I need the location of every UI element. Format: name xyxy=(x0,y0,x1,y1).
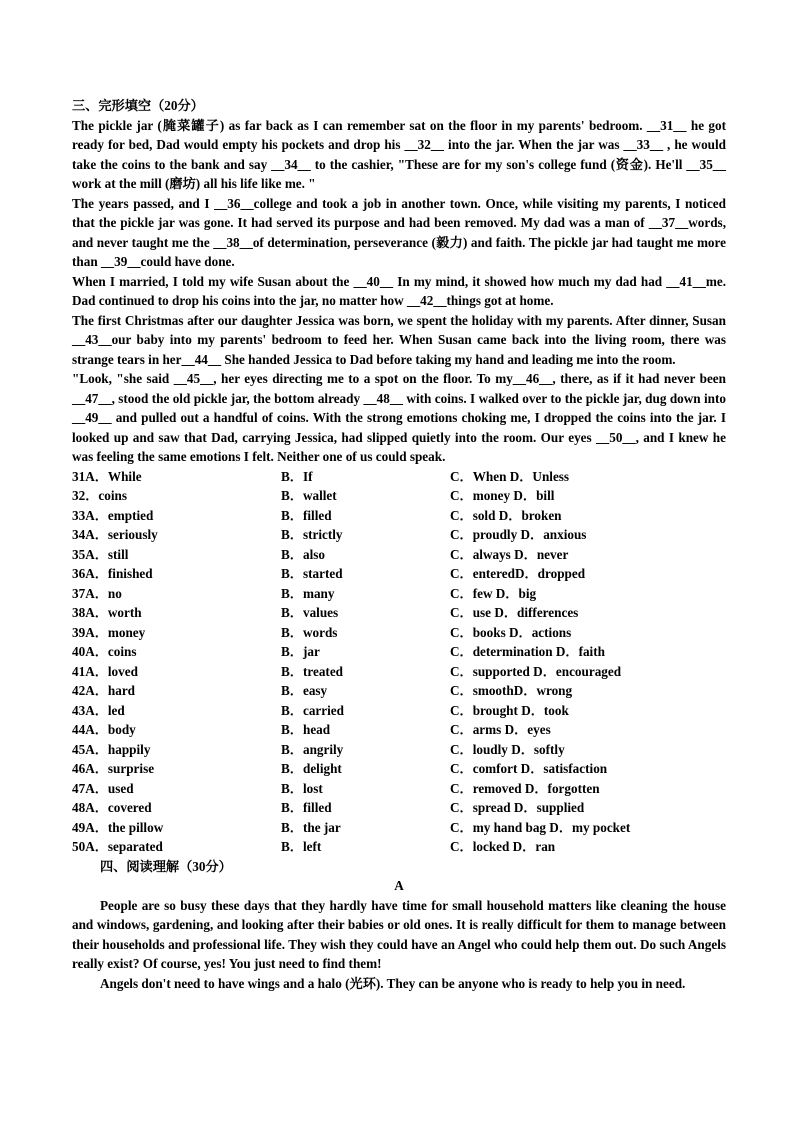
option-cd: C．arms D．eyes xyxy=(450,722,551,737)
option-cd: C．sold D．broken xyxy=(450,507,562,523)
option-a: 41A．loved xyxy=(72,663,138,679)
option-a: 35A．still xyxy=(72,546,129,562)
option-a: 43A．led xyxy=(72,702,125,718)
option-a: 44A．body xyxy=(72,722,136,737)
option-row xyxy=(72,701,726,721)
option-row xyxy=(72,545,726,565)
option-row xyxy=(72,681,726,701)
option-row xyxy=(72,506,726,526)
option-b: B．wallet xyxy=(281,488,337,503)
option-cd: C．spread D．supplied xyxy=(450,800,585,815)
option-row xyxy=(72,603,726,623)
option-cd: C．When D．Unless xyxy=(450,468,570,484)
reading-paragraph: People are so busy these days that they hardly have time for small household matters like cleaning the house and windows, gardening, and looking after their babies or old ones. It is really difficult for them to manage between their households and professional life. They wish they could have an Angel who could help them out. Do such Angels really exist? Of course, yes! You just need to find them! xyxy=(72,897,726,971)
option-a: 42A．hard xyxy=(72,683,136,698)
cloze-options-list xyxy=(72,467,726,857)
option-row xyxy=(72,759,726,779)
option-a: 34A．seriously xyxy=(72,527,158,542)
option-b: B．started xyxy=(281,566,343,581)
option-cd: C．my hand bag D．my pocket xyxy=(450,819,631,835)
reading-paragraph: Angels don't need to have wings and a halo (光环). They can be anyone who is ready to help you in need. xyxy=(100,975,686,991)
option-row xyxy=(72,798,726,818)
passage-label: A xyxy=(394,878,404,893)
option-cd: C．loudly D．softly xyxy=(450,741,565,757)
option-row xyxy=(72,584,726,604)
cloze-paragraph: The years passed, and I __36__college and took a job in another town. Once, while visiting my parents, I noticed that the pickle jar was gone. It had served its purpose and had been removed. My dad was a man of __37__words, and never taught me the __38__of determination, perseverance (毅力) and faith. The pickle jar had taught me more than __39__could have done. xyxy=(72,195,726,269)
option-a: 47A．used xyxy=(72,780,134,796)
option-row xyxy=(72,486,726,506)
cloze-section-heading: 三、完形填空（20分） xyxy=(72,98,204,113)
option-row xyxy=(72,740,726,760)
option-b: B．also xyxy=(281,546,325,562)
option-b: B．filled xyxy=(281,507,332,523)
option-row xyxy=(72,642,726,662)
document-page xyxy=(72,96,726,993)
option-a: 45A．happily xyxy=(72,741,151,757)
option-cd: C．determination D．faith xyxy=(450,644,605,659)
option-b: B．head xyxy=(281,722,331,737)
cloze-paragraph: "Look, "she said __45__, her eyes directing me to a spot on the floor. To my__46__, there, as if it had never been __47__, stood the old pickle jar, the bottom already __48__ with coins. I walked over to the pickle jar, dug down into __49__ and pulled out a handful of coins. With the strong emotions choking me, I dropped the coins into the jar. I looked up and saw that Dad, carrying Jessica, had slipped quietly into the room. Our eyes __50__, and I knew he was feeling the same emotions I felt. Neither one of us could speak. xyxy=(72,371,726,464)
option-cd: C．smoothD．wrong xyxy=(450,683,573,698)
option-row xyxy=(72,662,726,682)
option-cd: C．enteredD．dropped xyxy=(450,566,586,581)
option-b: B．lost xyxy=(281,780,323,796)
option-row xyxy=(72,525,726,545)
option-cd: C．use D．differences xyxy=(450,605,579,620)
option-row xyxy=(72,779,726,799)
cloze-paragraph: When I married, I told my wife Susan about the __40__ In my mind, it showed how much my dad had __41__me. Dad continued to drop his coins into the jar, no matter how __42__things got at home. xyxy=(72,273,726,308)
option-a: 38A．worth xyxy=(72,605,142,620)
option-cd: C．always D．never xyxy=(450,546,569,562)
reading-section-heading: 四、阅读理解（30分） xyxy=(100,858,232,874)
option-row xyxy=(72,818,726,838)
option-b: B．strictly xyxy=(281,527,343,542)
option-a: 40A．coins xyxy=(72,644,137,659)
option-a: 50A．separated xyxy=(72,839,163,854)
option-b: B．carried xyxy=(281,702,344,718)
option-cd: C．comfort D．satisfaction xyxy=(450,761,608,776)
option-b: B．If xyxy=(281,468,313,484)
option-row xyxy=(72,720,726,740)
option-b: B．easy xyxy=(281,683,328,698)
option-b: B．treated xyxy=(281,663,344,679)
option-cd: C．removed D．forgotten xyxy=(450,780,600,796)
option-a: 39A．money xyxy=(72,624,146,640)
option-cd: C．proudly D．anxious xyxy=(450,527,587,542)
option-row xyxy=(72,837,726,857)
option-row xyxy=(72,467,726,487)
option-b: B．left xyxy=(281,839,322,854)
option-b: B．filled xyxy=(281,800,332,815)
option-a: 37A．no xyxy=(72,585,122,601)
option-cd: C．books D．actions xyxy=(450,624,572,640)
option-row xyxy=(72,564,726,584)
option-a: 48A．covered xyxy=(72,800,152,815)
option-a: 32．coins xyxy=(72,488,127,503)
option-b: B．delight xyxy=(281,761,342,776)
option-cd: C．money D．bill xyxy=(450,488,555,503)
option-cd: C．supported D．encouraged xyxy=(450,663,622,679)
option-a: 31A．While xyxy=(72,468,142,484)
option-row xyxy=(72,623,726,643)
cloze-paragraph: The first Christmas after our daughter Jessica was born, we spent the holiday with my parents. After dinner, Susan __43__our baby into my parents' bedroom to feed her. When Susan came back into the living room, there was strange tears in her__44__ She handed Jessica to Dad before taking my hand and leading me into the room. xyxy=(72,312,726,367)
option-b: B．the jar xyxy=(281,819,341,835)
option-b: B．angrily xyxy=(281,741,344,757)
option-cd: C．few D．big xyxy=(450,585,537,601)
option-cd: C．locked D．ran xyxy=(450,839,556,854)
option-a: 49A．the pillow xyxy=(72,819,164,835)
option-b: B．jar xyxy=(281,644,320,659)
option-b: B．values xyxy=(281,605,339,620)
option-a: 36A．finished xyxy=(72,566,153,581)
option-b: B．many xyxy=(281,585,335,601)
cloze-paragraph: The pickle jar (腌菜罐子) as far back as I can remember sat on the floor in my parents' bedroom. __31__ he got ready for bed, Dad would empty his pockets and drop his __32__ into the jar. When the jar was __33__ , he would take the coins to the bank and say __34__ to the cashier, "These are for my son's college fund (资金). He'll __35__ work at the mill (磨坊) all his life like me. " xyxy=(72,117,726,191)
option-b: B．words xyxy=(281,624,338,640)
option-cd: C．brought D．took xyxy=(450,702,569,718)
option-a: 46A．surprise xyxy=(72,761,155,776)
option-a: 33A．emptied xyxy=(72,507,154,523)
